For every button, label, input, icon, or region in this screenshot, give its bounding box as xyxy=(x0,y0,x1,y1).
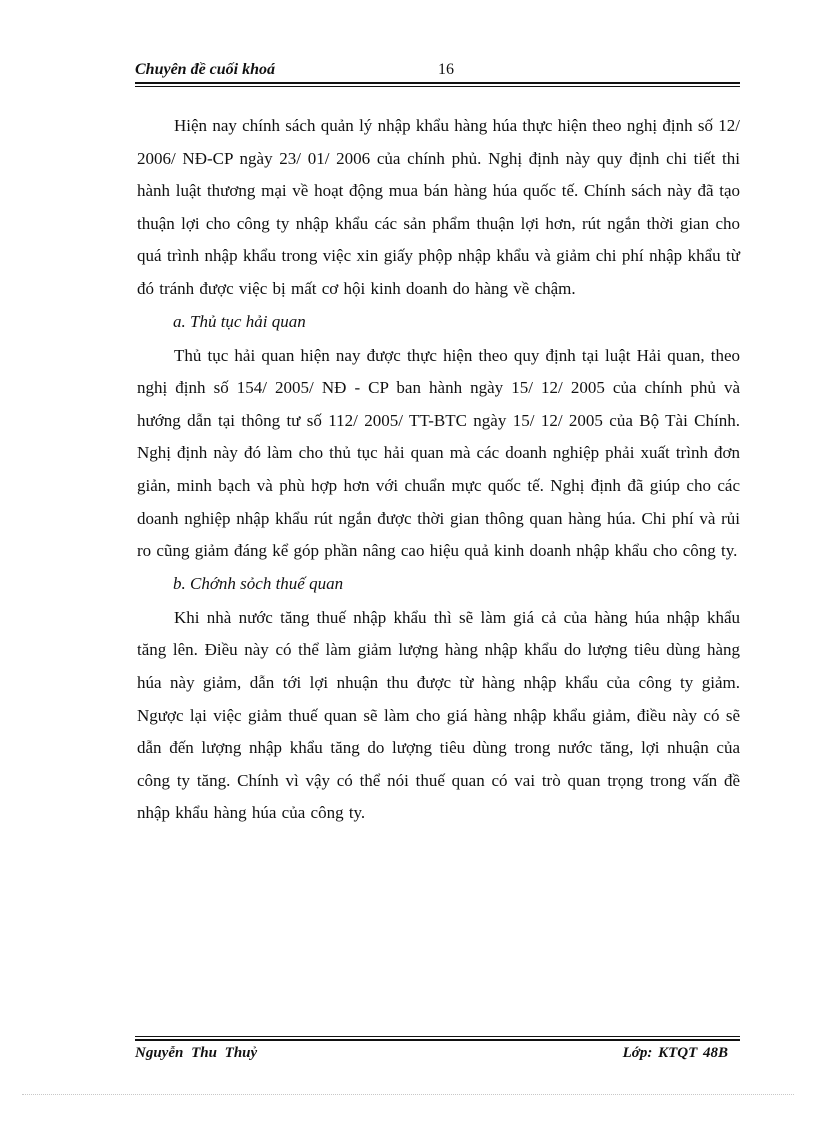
page-header xyxy=(135,58,740,86)
footer-rule-thick xyxy=(135,1039,740,1041)
document-body xyxy=(137,110,740,830)
page-number: 16 xyxy=(438,61,454,78)
page-footer xyxy=(135,1036,740,1066)
heading-tariff-policy: b. Chớnh sỏch thuế quan xyxy=(173,573,344,593)
page-edge-dotted-line xyxy=(22,1094,794,1095)
heading-customs-procedures: a. Thủ tục hải quan xyxy=(173,311,306,331)
paragraph-import-policy: Hiện nay chính sách quản lý nhập khẩu hàng húa thực hiện theo nghị định số 12/ 2006/ NĐ-CP ngày 23/ 01/ 2006 của chính phủ. Nghị định này quy định chi tiết thi hành luật thương mại về hoạt động mua bán hàng húa quốc tế. Chính sách này đã tạo thuận lợi cho công ty nhập khẩu các sản phẩm thuận lợi hơn, rút ngắn thời gian cho quá trình nhập khẩu trong việc xin giấy phộp nhập khẩu và giảm chi phí nhập khẩu từ đó tránh được việc bị mất cơ hội kinh doanh do hàng về chậm. xyxy=(137,116,740,298)
header-rule-thin xyxy=(135,86,740,87)
footer-rule-thin xyxy=(135,1036,740,1037)
paragraph-tariff-policy: Khi nhà nước tăng thuế nhập khẩu thì sẽ làm giá cả của hàng húa nhập khẩu tăng lên. Điều này có thể làm giảm lượng hàng nhập khẩu do lượng tiêu dùng hàng húa này giảm, dẫn tới lợi nhuận thu được từ hàng nhập khẩu của công ty giảm. Ngược lại việc giảm thuế quan sẽ làm cho giá hàng nhập khẩu giảm, điều này có sẽ dẫn đến lượng nhập khẩu tăng do lượng tiêu dùng trong nước tăng, lợi nhuận của công ty tăng. Chính vì vậy có thể nói thuế quan có vai trò quan trọng trong vấn đề nhập khẩu hàng húa của công ty. xyxy=(137,607,740,823)
paragraph-customs-procedures: Thủ tục hải quan hiện nay được thực hiện theo quy định tại luật Hải quan, theo nghị định số 154/ 2005/ NĐ - CP ban hành ngày 15/ 12/ 2005 của chính phủ và hướng dẫn tại thông tư số 112/ 2005/ TT-BTC ngày 15/ 12/ 2005 của Bộ Tài Chính. Nghị định này đó làm cho thủ tục hải quan mà các doanh nghiệp phải xuất trình đơn giản, minh bạch và phù hợp hơn với chuẩn mực quốc tế. Nghị định đã giúp cho các doanh nghiệp nhập khẩu rút ngắn được thời gian thông quan hàng húa. Chi phí và rủi ro cũng giảm đáng kể góp phần nâng cao hiệu quả kinh doanh nhập khẩu cho công ty. xyxy=(137,345,740,561)
header-title: Chuyên đề cuối khoá xyxy=(135,61,276,78)
footer-class: Lớp: KTQT 48B xyxy=(622,1045,728,1061)
footer-author: Nguyễn Thu Thuỷ xyxy=(135,1045,258,1061)
header-rule-thick xyxy=(135,82,740,84)
